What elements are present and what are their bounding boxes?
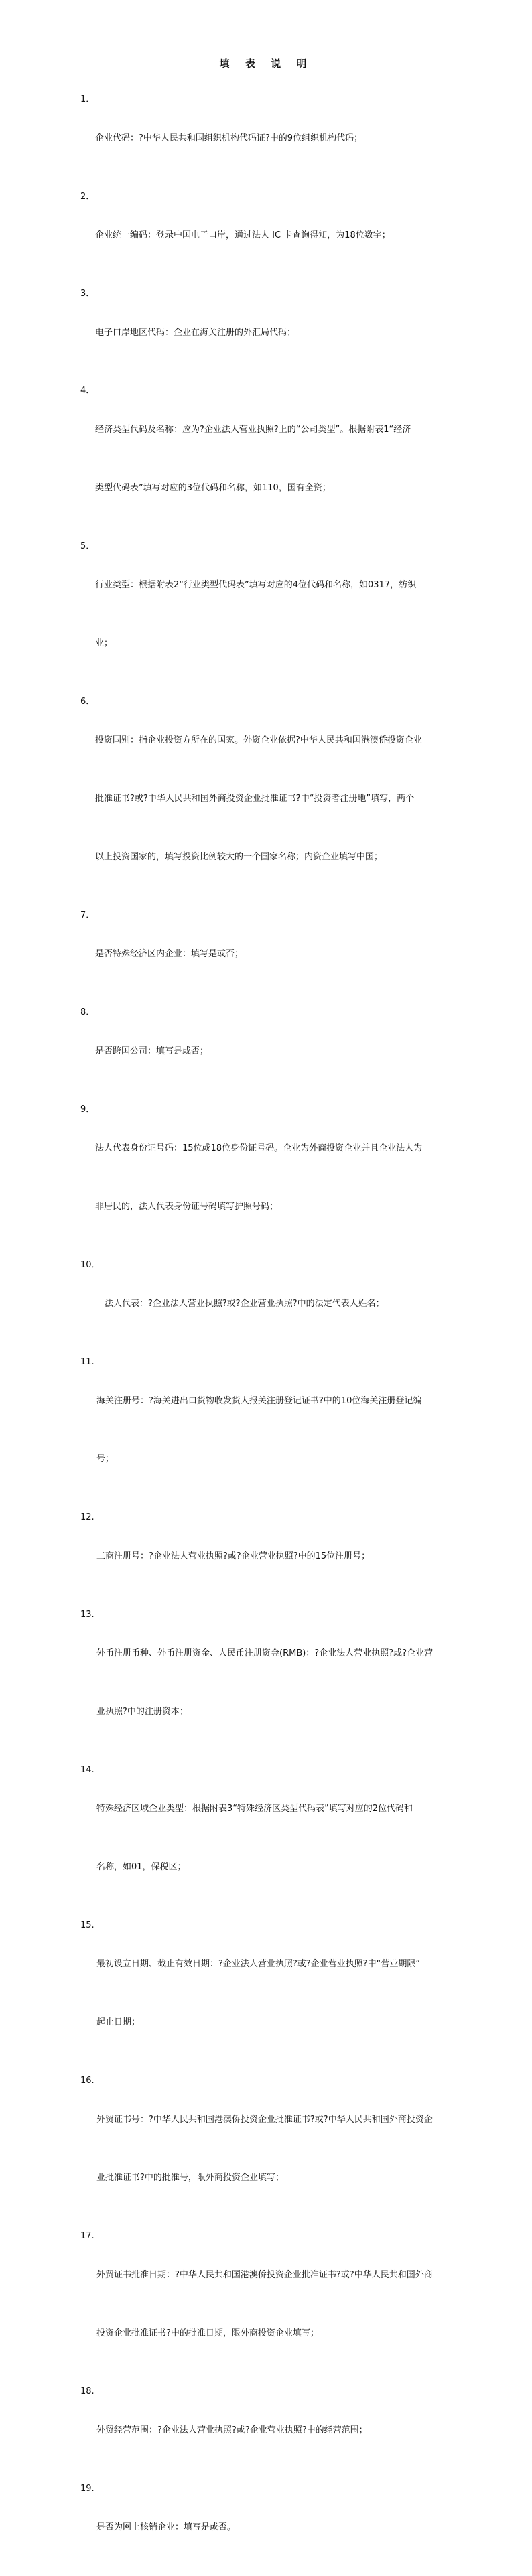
- item-text: [95, 1003, 462, 1100]
- item-number: 3．: [80, 289, 95, 299]
- item-line: 非居民的，法人代表身份证号码填写护照号码；: [95, 1202, 279, 1212]
- item-line: 类型代码表”填写对应的3位代码和名称，如110，国有全资；: [95, 483, 331, 493]
- item-line: 外贸证书批准日期：?中华人民共和国港澳侨投资企业批准证书?或?中华人民共和国外商: [96, 2270, 433, 2280]
- item-text: [96, 1605, 462, 1760]
- item-text: [95, 536, 462, 692]
- item-number: 12.: [80, 1512, 94, 1522]
- item-number: 10．: [80, 1260, 101, 1270]
- item-line: 投资企业批准证书?中的批准日期，限外商投资企业填写；: [96, 2328, 319, 2338]
- list-item: [80, 1605, 462, 1760]
- item-number: 14.: [80, 1765, 94, 1775]
- item-text: [96, 2226, 462, 2382]
- item-number: 16.: [80, 2076, 94, 2086]
- item-text: [96, 2479, 462, 2576]
- item-text: [95, 1100, 462, 1255]
- item-number: 13.: [80, 1609, 94, 1620]
- list-item: [80, 906, 462, 1003]
- item-text: [95, 906, 462, 1003]
- list-item: [80, 2226, 462, 2382]
- list-item: [80, 536, 462, 692]
- item-text: [95, 90, 462, 187]
- item-number: 7．: [80, 910, 95, 920]
- list-item: [80, 381, 462, 536]
- document-title: 填 表 说 明: [219, 58, 313, 70]
- item-text: [95, 284, 462, 381]
- item-line: 法人代表身份证号码：15位或18位身份证号码。企业为外商投资企业并且企业法人为: [95, 1143, 423, 1153]
- item-text: [96, 1760, 462, 1916]
- item-line: 外币注册币种、外币注册资金、人民币注册资金(RMB)：?企业法人营业执照?或?企业营: [96, 1648, 434, 1658]
- list-item: [80, 1760, 462, 1916]
- item-text: [96, 2382, 462, 2479]
- item-text: [95, 692, 462, 906]
- list-item: [80, 187, 462, 284]
- item-line: 号；: [96, 1454, 115, 1464]
- item-line: 外贸证书号：?中华人民共和国港澳侨投资企业批准证书?或?中华人民共和国外商投资企: [96, 2115, 433, 2125]
- item-number: 1．: [80, 94, 95, 104]
- item-line: 行业类型：根据附表2“行业类型代码表”填写对应的4位代码和名称，如0317，纺织: [95, 580, 417, 590]
- item-line: 电子口岸地区代码：企业在海关注册的外汇局代码；: [95, 328, 296, 338]
- item-text: [96, 1352, 462, 1508]
- item-line: 以上投资国家的，填写投资比例较大的一个国家名称；内资企业填写中国；: [95, 852, 383, 862]
- item-number: 19.: [80, 2484, 94, 2494]
- item-line: 特殊经济区域企业类型：根据附表3“特殊经济区类型代码表”填写对应的2位代码和: [96, 1804, 413, 1814]
- item-line: 法人代表：?企业法人营业执照?或?企业营业执照?中的法定代表人姓名；: [105, 1299, 385, 1309]
- list-item: [80, 692, 462, 906]
- list-item: [80, 284, 462, 381]
- item-text: [95, 381, 462, 536]
- item-line: 业执照?中的注册资本；: [96, 1707, 188, 1717]
- list-item: [80, 90, 462, 187]
- item-number: 15.: [80, 1920, 94, 1930]
- item-line: 名称，如01，保税区；: [96, 1862, 186, 1872]
- item-line: 企业统一编码：登录中国电子口岸，通过法人 IC 卡查询得知，为18位数字；: [95, 230, 391, 240]
- item-line: 批准证书?或?中华人民共和国外商投资企业批准证书?中“投资者注册地”填写，两个: [95, 794, 415, 804]
- list-item: [80, 1508, 462, 1605]
- item-text: [96, 1508, 462, 1605]
- item-number: 2．: [80, 192, 95, 202]
- list-item: [80, 1352, 462, 1508]
- list-item: [80, 2071, 462, 2226]
- item-text: [95, 187, 462, 284]
- item-number: 11.: [80, 1357, 94, 1367]
- item-line: 业批准证书?中的批准号，限外商投资企业填写；: [96, 2173, 284, 2183]
- list-item: [80, 1916, 462, 2071]
- item-number: 8．: [80, 1007, 95, 1017]
- item-line: 最初设立日期、截止有效日期：?企业法人营业执照?或?企业营业执照?中“营业期限”: [96, 1959, 421, 1969]
- item-line: 是否跨国公司：填写是或否；: [95, 1046, 209, 1056]
- item-number: 18.: [80, 2386, 94, 2396]
- item-line: 经济类型代码及名称：应为?企业法人营业执照?上的“公司类型”。根据附表1“经济: [95, 425, 411, 435]
- item-number: 4．: [80, 386, 95, 396]
- item-line: 海关注册号：?海关进出口货物收发货人报关注册登记证书?中的10位海关注册登记编: [96, 1396, 422, 1406]
- item-line: 外贸经营范围：?企业法人营业执照?或?企业营业执照?中的经营范围；: [96, 2425, 368, 2435]
- instruction-list: [80, 90, 462, 2576]
- item-line: 是否为网上核销企业：填写是或否。: [96, 2522, 237, 2532]
- list-item: [80, 1100, 462, 1255]
- item-text: [96, 1916, 462, 2071]
- item-line: 业；: [95, 638, 113, 648]
- list-item: [80, 1255, 462, 1352]
- item-line: 起止日期；: [96, 2017, 141, 2027]
- item-text: [96, 2071, 462, 2226]
- item-line: 投资国别：指企业投资方所在的国家。外资企业依据?中华人民共和国港澳侨投资企业: [95, 735, 422, 745]
- item-number: 17.: [80, 2231, 94, 2241]
- list-item: [80, 2382, 462, 2479]
- list-item: [80, 1003, 462, 1100]
- item-text: [105, 1255, 462, 1352]
- item-number: 9．: [80, 1104, 95, 1115]
- item-line: 是否特殊经济区内企业：填写是或否；: [95, 949, 244, 959]
- item-number: 5．: [80, 541, 95, 551]
- item-line: 工商注册号：?企业法人营业执照?或?企业营业执照?中的15位注册号；: [96, 1551, 371, 1561]
- item-number: 6．: [80, 697, 95, 707]
- item-line: 企业代码：?中华人民共和国组织机构代码证?中的9位组织机构代码；: [95, 133, 363, 143]
- list-item: [80, 2479, 462, 2576]
